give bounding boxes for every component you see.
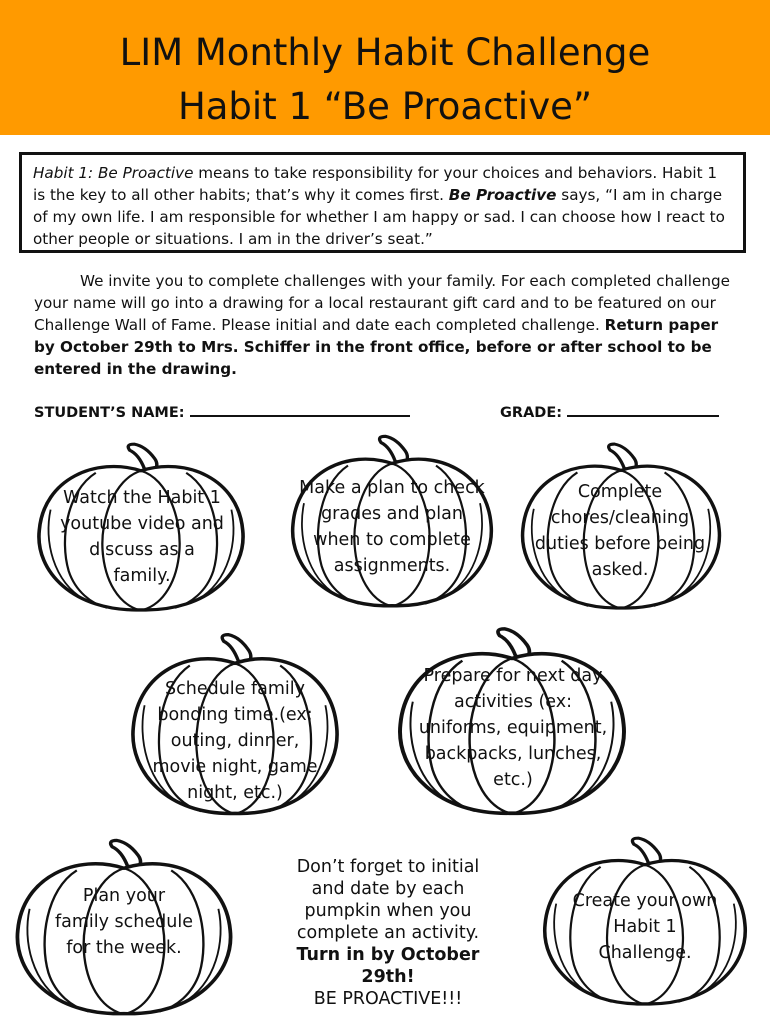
challenge-text-6: Plan your family schedule for the week. (54, 886, 193, 958)
definition-text-1: means to take responsibility for your choices and behaviors. Habit 1 is the key to all other habits; that’s why it comes first. (33, 164, 718, 204)
grade-field[interactable] (500, 402, 719, 421)
invitation-text: We invite you to complete challenges with your family. For each completed challenge your name will go into a drawing for a local restaurant gift card and to be featured on our Challenge Wall of Fame. Please initial and date each completed challenge. (34, 272, 730, 334)
challenge-pumpkin-5[interactable] (388, 622, 636, 820)
reminder-note (282, 856, 494, 1010)
challenge-text-4: Schedule family bonding time.(ex: outing, dinner, movie night, game night, etc.) (152, 679, 318, 803)
challenge-text-1: Watch the Habit 1 youtube video and discuss as a family. (60, 488, 224, 586)
student-name-field[interactable] (34, 402, 410, 421)
student-name-line[interactable] (190, 402, 410, 417)
definition-emphasis: Be Proactive (448, 186, 557, 204)
habit-definition-box (19, 152, 746, 253)
grade-label: GRADE: (500, 405, 563, 421)
challenge-pumpkin-3[interactable] (512, 438, 730, 614)
reminder-text: Don’t forget to initial and date by each pumpkin when you complete an activity. (296, 857, 480, 943)
challenge-text-2: Make a plan to check grades and plan when to complete assignments. (299, 478, 485, 576)
challenge-pumpkin-2[interactable] (282, 430, 502, 612)
page-title: LIM Monthly Habit Challenge (119, 31, 651, 74)
challenge-text-7: Create your own Habit 1 Challenge. (572, 891, 718, 963)
student-name-label: STUDENT’S NAME: (34, 405, 185, 421)
challenge-pumpkin-4[interactable] (122, 628, 348, 820)
header-banner (0, 0, 770, 135)
reminder-closing: BE PROACTIVE!!! (313, 989, 463, 1009)
page-subtitle: Habit 1 “Be Proactive” (177, 85, 593, 128)
invitation-deadline: Return paper by October 29th to Mrs. Schiffer in the front office, before or after school to be entered in the drawing. (34, 316, 719, 378)
challenge-text-3: Complete chores/cleaning duties before being asked. (534, 482, 706, 580)
challenge-pumpkin-1[interactable] (28, 438, 254, 616)
challenge-text-5: Prepare for next day activities (ex: uniforms, equipment, backpacks, lunches, etc.) (418, 666, 608, 790)
challenge-pumpkin-7[interactable] (534, 832, 756, 1010)
definition-text-2: says, “I am in charge of my own life. I am responsible for whether I am happy or sad. I can choose how I react to other people or situations. I am in the driver’s seat.” (33, 186, 725, 248)
grade-line[interactable] (567, 402, 719, 417)
definition-lead: Habit 1: Be Proactive (33, 164, 194, 182)
reminder-deadline: Turn in by October 29th! (296, 945, 480, 987)
invitation-paragraph (34, 270, 739, 380)
challenge-pumpkin-6[interactable] (6, 834, 242, 1020)
